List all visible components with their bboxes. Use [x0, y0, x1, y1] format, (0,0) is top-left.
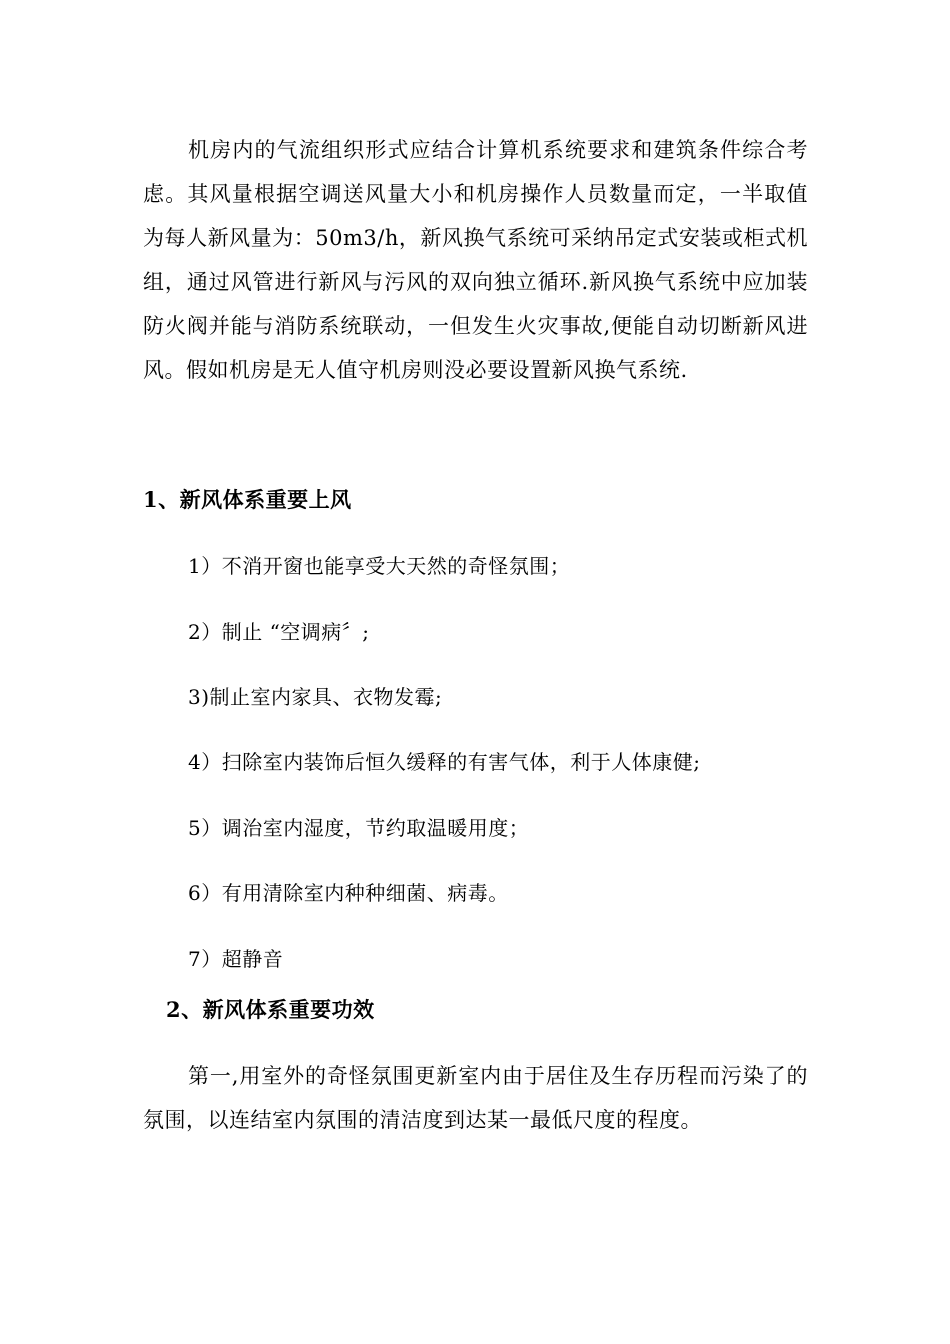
- list-item: 3)制止室内家具、衣物发霉;: [188, 685, 443, 709]
- intro-paragraph: 机房内的气流组织形式应结合计算机系统要求和建筑条件综合考虑。其风量根据空调送风量大小和机房操作人员数量而定，一半取值为每人新风量为：50m3/h，新风换气系统可采纳吊定式安装或柜式机组，通过风管进行新风与污风的双向独立循环.新风换气系统中应加装防火阀并能与消防系统联动，一但发生火灾事故,便能自动切断新风进风。假如机房是无人值守机房则没必要设置新风换气系统.: [143, 138, 808, 382]
- list-item: 6）有用清除室内种种细菌、病毒。: [188, 881, 509, 905]
- list-item: 2）制止 “空调病〞;: [188, 620, 370, 644]
- list-item: 7）超静音: [188, 947, 284, 971]
- list-item: 4）扫除室内装饰后恒久缓释的有害气体，利于人体康健;: [188, 750, 701, 774]
- section-1-heading: 1、新风体系重要上风: [143, 487, 352, 512]
- section-2-paragraph: 第一,用室外的奇怪氛围更新室内由于居住及生存历程而污染了的氛围，以连结室内氛围的清洁度到达某一最低尺度的程度。: [143, 1064, 808, 1132]
- section-2-heading: 2、新风体系重要功效: [166, 997, 375, 1022]
- list-item: 5）调治室内湿度，节约取温暖用度；: [188, 816, 530, 840]
- list-item: 1）不消开窗也能享受大天然的奇怪氛围；: [188, 554, 571, 578]
